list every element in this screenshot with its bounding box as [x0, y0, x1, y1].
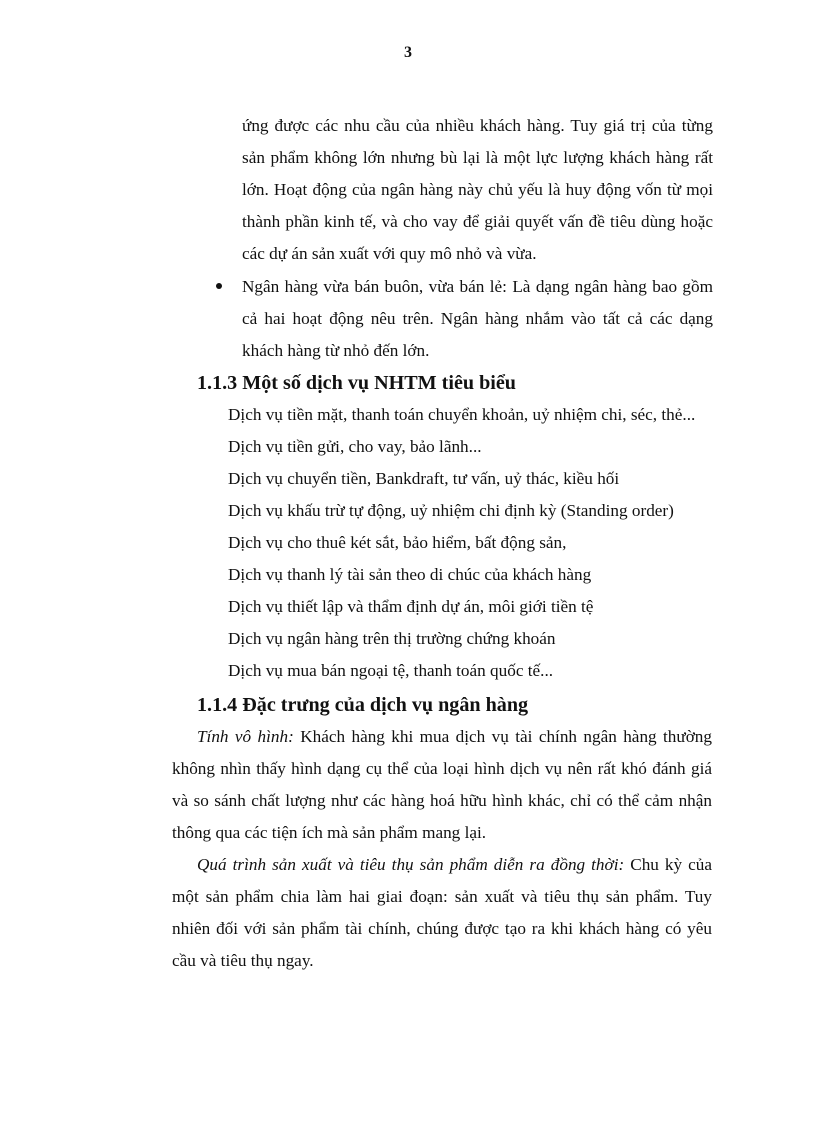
- list-item: Dịch vụ cho thuê két sắt, bảo hiểm, bất động sản,: [228, 533, 567, 552]
- list-item: Dịch vụ ngân hàng trên thị trường chứng khoán: [228, 629, 556, 648]
- services-list: [228, 399, 695, 687]
- list-item: Dịch vụ khấu trừ tự động, uỷ nhiệm chi định kỳ (Standing order): [228, 501, 674, 520]
- intangibility-paragraph: [172, 721, 712, 849]
- section-heading-1-1-4: 1.1.4 Đặc trưng của dịch vụ ngân hàng: [197, 694, 529, 716]
- bullet-icon: [216, 283, 222, 289]
- list-item: Dịch vụ thiết lập và thẩm định dự án, môi giới tiền tệ: [228, 597, 594, 616]
- intangibility-label: Tính vô hình:: [197, 727, 294, 746]
- simultaneity-label: Quá trình sản xuất và tiêu thụ sản phẩm diễn ra đồng thời:: [197, 855, 625, 874]
- list-item: Dịch vụ chuyển tiền, Bankdraft, tư vấn, uỷ thác, kiều hối: [228, 469, 620, 488]
- intangibility-text: Khách hàng khi mua dịch vụ tài chính ngân hàng thường không nhìn thấy hình dạng cụ thể của loại hình dịch vụ nên rất khó đánh giá và so sánh chất lượng như các hàng hoá hữu hình khác, chỉ có thể cảm nhận thông qua các tiện ích mà sản phẩm mang lại.: [172, 727, 712, 842]
- page-number: 3: [404, 44, 412, 61]
- continuation-paragraph: ứng được các nhu cầu của nhiều khách hàng. Tuy giá trị của từng sản phẩm không lớn nhưng bù lại là một lực lượng khách hàng rất lớn. Hoạt động của ngân hàng này chủ yếu là huy động vốn từ mọi thành phần kinh tế, và cho vay để giải quyết vấn đề tiêu dùng hoặc các dự án sản xuất với quy mô nhỏ và vừa.: [242, 116, 713, 263]
- list-item: Dịch vụ mua bán ngoại tệ, thanh toán quốc tế...: [228, 661, 554, 680]
- list-item: Dịch vụ tiền gửi, cho vay, bảo lãnh...: [228, 437, 482, 456]
- bullet-list-item: Ngân hàng vừa bán buôn, vừa bán lẻ: Là dạng ngân hàng bao gồm cả hai hoạt động nêu trên. Ngân hàng nhắm vào tất cả các dạng khách hàng từ nhỏ đến lớn.: [242, 277, 713, 360]
- simultaneity-paragraph: [172, 849, 712, 977]
- simultaneity-text: Chu kỳ của một sản phẩm chia làm hai giai đoạn: sản xuất và tiêu thụ sản phẩm. Tuy nhiên đối với sản phẩm tài chính, chúng được tạo ra khi khách hàng có yêu cầu và tiêu thụ ngay.: [172, 855, 712, 970]
- section-heading-1-1-3: 1.1.3 Một số dịch vụ NHTM tiêu biểu: [197, 372, 516, 394]
- list-item: Dịch vụ thanh lý tài sản theo di chúc của khách hàng: [228, 565, 592, 584]
- list-item: Dịch vụ tiền mặt, thanh toán chuyển khoản, uỷ nhiệm chi, séc, thẻ...: [228, 405, 696, 424]
